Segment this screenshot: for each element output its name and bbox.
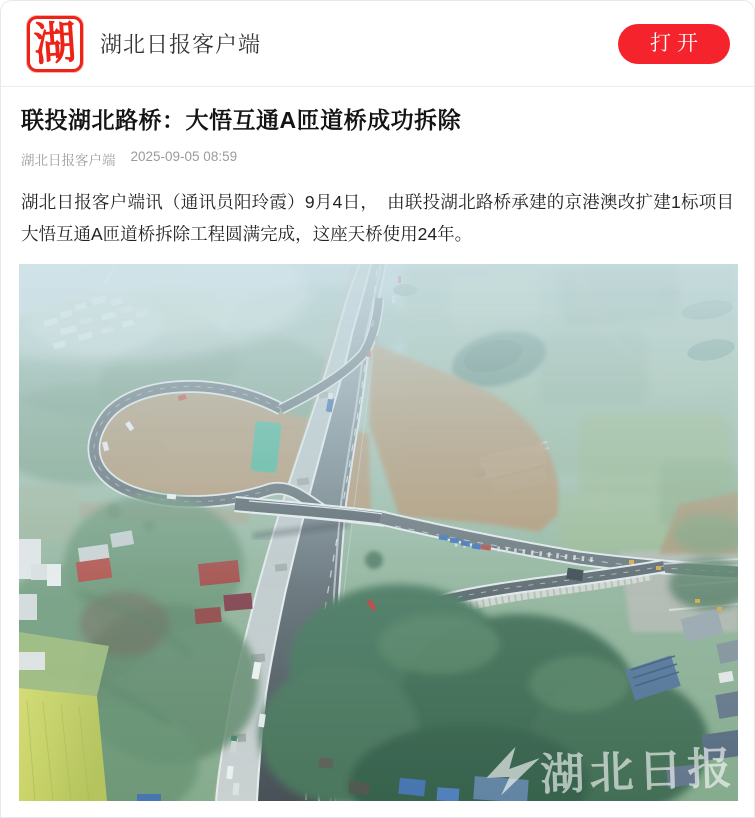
haze-tint	[19, 264, 738, 801]
app-name: 湖北日报客户端	[100, 32, 262, 57]
byline	[21, 149, 734, 169]
publish-time: 2025-09-05 08:59	[130, 149, 238, 165]
source-name: 湖北日报客户端	[21, 153, 116, 169]
watermark-text: 湖北日报	[539, 743, 738, 802]
app-header	[1, 1, 754, 87]
aerial-photo-svg	[19, 264, 738, 801]
seal-logo-character: 湖	[32, 15, 78, 71]
open-app-button[interactable]: 打开	[618, 24, 730, 64]
hubei-seal-logo	[27, 16, 83, 72]
article-photo	[19, 264, 736, 801]
article	[1, 104, 754, 801]
article-title: 联投湖北路桥：大悟互通A匝道桥成功拆除	[21, 107, 462, 133]
article-body: 湖北日报客户端讯（通讯员阳玲霞）9月4日， 由联投湖北路桥承建的京港澳改扩建1标项目大悟互通A匝道桥拆除工程圆满完成，这座天桥使用24年。	[21, 192, 734, 245]
